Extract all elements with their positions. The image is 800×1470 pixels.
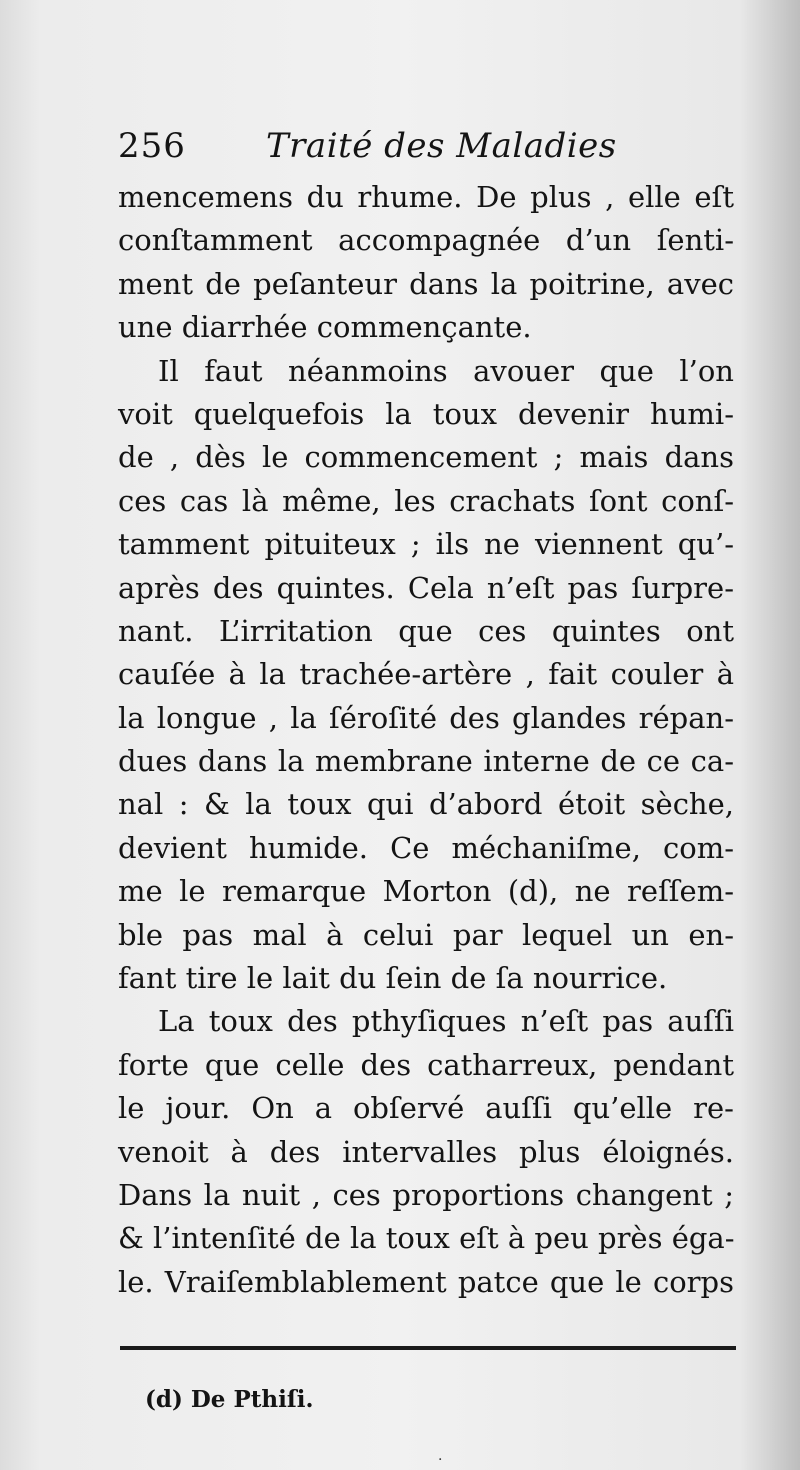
ink-speck: · xyxy=(438,1452,443,1468)
text-line: une diarrhée commençante. xyxy=(118,310,532,345)
running-title: Traité des Maladies xyxy=(266,126,617,166)
text-line: forte que celle des catharreux, pendant xyxy=(118,1047,734,1082)
text-line: Dans la nuit , ces proportions changent ; xyxy=(118,1177,734,1212)
text-line: nal : & la toux qui d’abord étoit sèche, xyxy=(118,787,734,822)
text-line: cauſée à la trachée-artère , fait couler à xyxy=(118,657,734,692)
text-line: devient humide. Ce méchaniſme, com- xyxy=(118,830,734,865)
text-line: la longue , la ſéroſité des glandes répan- xyxy=(118,700,734,735)
page-number: 256 xyxy=(118,126,186,166)
text-line: dues dans la membrane interne de ce ca- xyxy=(118,744,734,779)
body-text xyxy=(118,176,734,1304)
text-line: le jour. On a obſervé auſſi qu’elle re- xyxy=(118,1091,734,1126)
text-line: mencemens du rhume. De plus , elle eſt xyxy=(118,180,734,214)
text-line: me le remarque Morton (d), ne reſſem- xyxy=(118,874,734,909)
footnote: (d) De Pthiſi. xyxy=(145,1386,314,1413)
footnote-divider xyxy=(120,1346,736,1350)
running-head xyxy=(118,122,738,174)
text-line: fant tire le lait du ſein de ſa nourrice. xyxy=(118,961,668,996)
text-line: ment de peſanteur dans la poitrine, avec xyxy=(118,266,734,301)
paragraph-start-line: La toux des pthyſiques n’eſt pas auſſi xyxy=(158,1004,734,1039)
text-line: conſtamment accompagnée d’un ſenti- xyxy=(118,223,734,258)
text-line: voit quelquefois la toux devenir humi- xyxy=(118,396,734,431)
text-line: venoit à des intervalles plus éloignés. xyxy=(118,1134,734,1169)
paragraph-start-line: Il faut néanmoins avouer que l’on xyxy=(158,353,734,388)
text-line: le. Vraiſemblablement patce que le corps xyxy=(118,1264,734,1299)
text-line: après des quintes. Cela n’eſt pas ſurpre- xyxy=(118,570,734,605)
text-line: & l’intenſité de la toux eſt à peu près éga- xyxy=(118,1221,735,1256)
text-line: tamment pituiteux ; ils ne viennent qu’- xyxy=(118,527,734,562)
text-line: de , dès le commencement ; mais dans xyxy=(118,440,734,475)
text-line: nant. L’irritation que ces quintes ont xyxy=(118,613,734,648)
text-line: ble pas mal à celui par lequel un en- xyxy=(118,917,734,952)
text-line: ces cas là même, les crachats ſont conſ- xyxy=(118,483,734,518)
